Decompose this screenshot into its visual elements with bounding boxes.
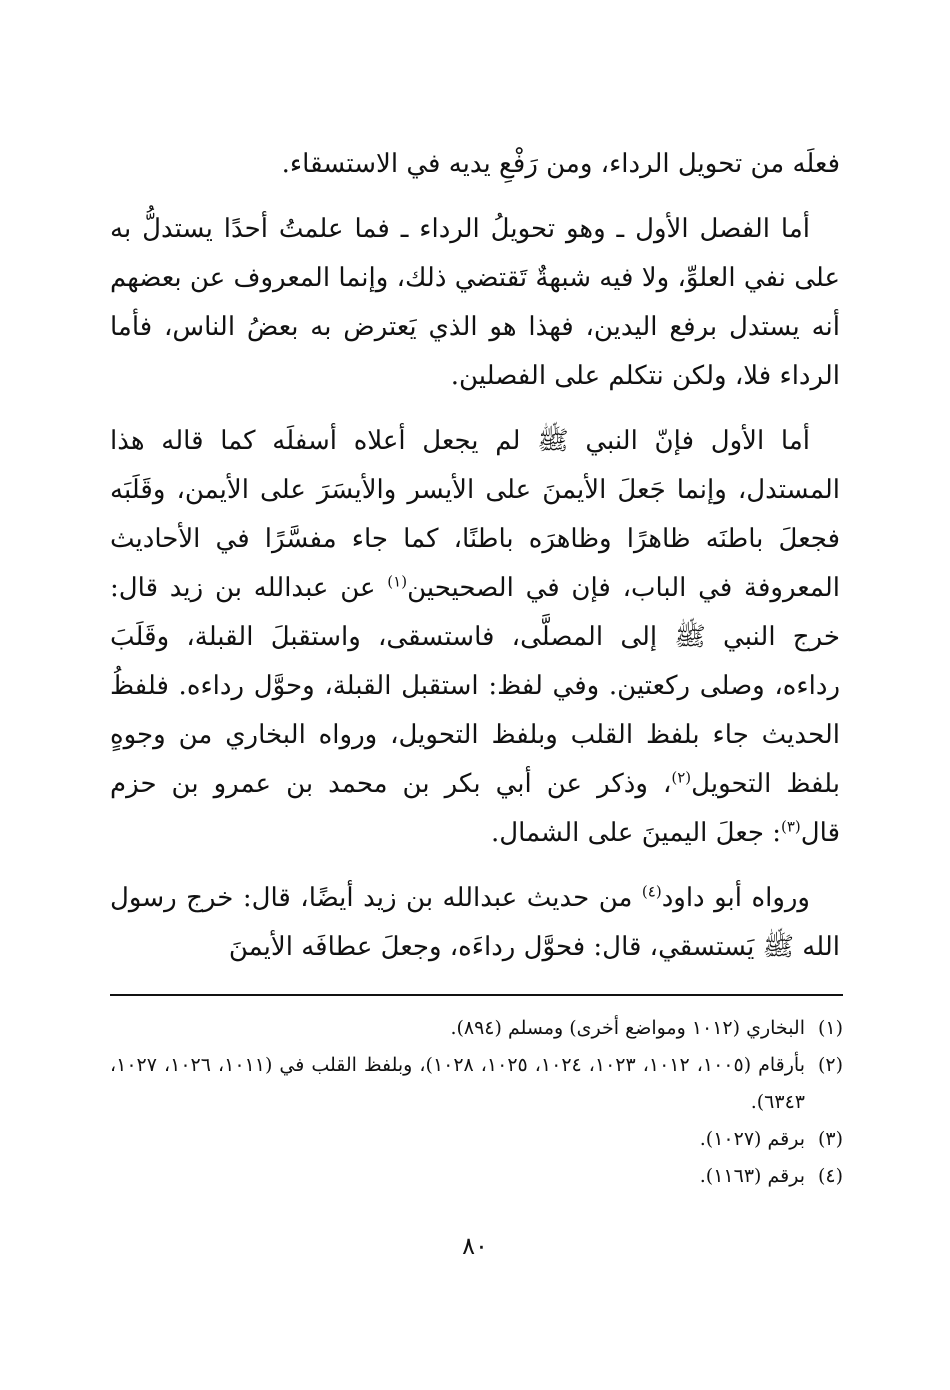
footnote-ref-4[interactable]: (٤) <box>641 882 662 901</box>
paragraph-4 <box>110 874 840 972</box>
footnote-ref-1[interactable]: (١) <box>387 572 408 591</box>
footnote-1 <box>110 1010 843 1047</box>
paragraph-text: فعلَه من تحويل الرداء، ومن رَفْعِ يديه في الاستسقاء. <box>281 149 840 179</box>
footnote-ref-2[interactable]: (٢) <box>671 768 692 787</box>
footnotes <box>110 1010 843 1195</box>
footnote-text: بأرقام (١٠٠٥، ١٠١٢، ١٠٢٣، ١٠٢٤، ١٠٢٥، ١٠٢٨)، وبلفظ القلب في (١٠١١، ١٠٢٦، ١٠٢٧، ٦٣٤٣). <box>110 1054 806 1113</box>
paragraph-text: من حديث عبدالله بن زيد أيضًا، قال: خرج رسول الله ﷺ يَستسقي، قال: فحوَّل رداءَه، وجعلَ عطافَه الأيمنَ <box>110 883 840 962</box>
paragraph-3 <box>110 417 840 858</box>
paragraph-text: ، وذكر عن أبي بكر بن محمد بن عمرو بن حزم قال <box>110 769 840 848</box>
footnote-3 <box>110 1121 843 1158</box>
paragraph-text: أما الأول فإنّ النبي ﷺ لم يجعل أعلاه أسفلَه كما قاله هذا المستدل، وإنما جَعلَ الأيمنَ على الأيسر والأيسَرَ على الأيمن، وقَلَبَه فجعلَ باطنَه ظاهرًا وظاهرَه باطنًا، كما جاء مفسَّرًا في الأحاديث المعروفة في الباب، فإن في الصحيحين <box>110 426 841 603</box>
paragraph-1 <box>110 140 840 189</box>
paragraph-text: عن عبدالله بن زيد قال: خرج النبي ﷺ إلى المصلَّى، فاستسقى، واستقبلَ القبلة، وقَلَبَ رداءه، وصلى ركعتين. وفي لفظ: استقبل القبلة، وحوَّل رداءه. فلفظُ الحديث جاء بلفظ القلب وبلفظ التحويل، ورواه البخاري من وجوهٍ بلفظ التحويل <box>110 573 840 799</box>
footnote-text: برقم (١٠٢٧). <box>699 1128 805 1150</box>
footnote-number: (٤) <box>817 1165 843 1187</box>
main-text <box>110 140 840 972</box>
footnote-ref-3[interactable]: (٣) <box>780 817 801 836</box>
footnote-text: البخاري (١٠١٢ ومواضع أخرى) ومسلم (٨٩٤). <box>450 1017 805 1039</box>
footnote-number: (١) <box>817 1017 843 1039</box>
footnote-number: (٣) <box>817 1128 843 1150</box>
paragraph-text: ورواه أبو داود <box>661 883 810 913</box>
paragraph-text: أما الفصل الأول ـ وهو تحويلُ الرداء ـ فما علمتُ أحدًا يستدلُّ به على نفي العلوِّ، ولا فيه شبهةٌ تَقتضي ذلك، وإنما المعروف عن بعضهم أنه يستدل برفع اليدين، فهذا هو الذي يَعترض به بعضُ الناس، فأما الرداء فلا، ولكن نتكلم على الفصلين. <box>110 214 840 391</box>
paragraph-2 <box>110 205 840 401</box>
footnote-text: برقم (١١٦٣). <box>699 1165 805 1187</box>
paragraph-text: : جعلَ اليمينَ على الشمال. <box>490 818 781 848</box>
footnote-4 <box>110 1158 843 1195</box>
footnote-number: (٢) <box>817 1054 843 1076</box>
footnote-divider <box>110 994 843 996</box>
page-body <box>110 140 840 988</box>
page-number: ٨٠ <box>462 1232 488 1260</box>
footnote-2 <box>110 1047 843 1121</box>
